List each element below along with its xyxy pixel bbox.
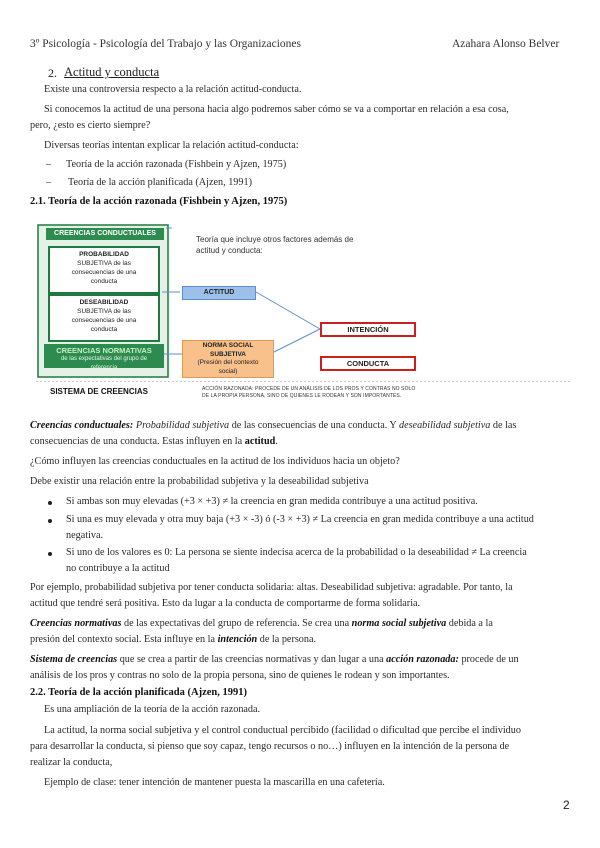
cn-text-a: de las expectativas del grupo de referencia. Se crea una (121, 618, 352, 629)
norma-line-2: SUBJETIVA (210, 350, 246, 358)
sc-text-c: procede de un (458, 654, 519, 665)
norma-line-1: NORMA SOCIAL (202, 342, 254, 349)
planned-action-intro: Es una ampliación de la teoría de la acción razonada. (44, 704, 261, 715)
section-number: 2. (48, 66, 57, 80)
theory-note-line-1: Teoría que incluye otros factores además de (196, 235, 354, 244)
section-2-2-heading: 2.2. Teoría de la acción planificada (Ajzen, 1991) (30, 687, 247, 698)
theory-item-2: Teoría de la acción planificada (Ajzen, 1991) (68, 177, 252, 188)
bullet-1: Si ambas son muy elevadas (+3 × +3) ≠ la creencia en gran medida contribuye a una actitud positiva. (66, 496, 478, 507)
bullet-dot (48, 519, 52, 523)
paragraph-1-line-1: Si conocemos la actitud de una persona hacia algo podremos saber cómo se va a comportar en relación a esa cosa, (44, 104, 509, 115)
cc-l2-period: . (275, 436, 278, 447)
theory-note (196, 234, 353, 256)
paragraph-1-line-2: pero, ¿esto es cierto siempre? (30, 120, 151, 131)
creencias-conductuales-paragraph (30, 418, 575, 434)
term-creencias-normativas: Creencias normativas (30, 618, 122, 629)
question-1: ¿Cómo influyen las creencias conductuales en la actitud de los individuos hacia un objeto? (30, 456, 400, 467)
example-line-1: Por ejemplo, probabilidad subjetiva por tener conducta solidaria: altas. Deseabilidad subjetiva: agradable. Por tanto, la (30, 582, 513, 593)
creencias-normativas-box (44, 344, 164, 371)
dash-marker: – (46, 159, 52, 170)
paragraph-2: Diversas teorías intentan explicar la relación actitud-conducta: (44, 140, 299, 151)
term-creencias-conductuales: Creencias conductuales: (30, 420, 134, 431)
bullet-dot (48, 552, 52, 556)
creencias-normativas-line-2 (30, 632, 316, 648)
intro-text: Existe una controversia respecto a la relación actitud-conducta. (44, 84, 302, 95)
dash-marker: – (46, 177, 52, 188)
bullet-2-line-2: negativa. (66, 530, 104, 541)
term-probabilidad: Probabilidad subjetiva (133, 420, 230, 431)
example-line-2: actitud que tendré será positiva. Esto da lugar a la conducta de comportarme de forma solidaria. (30, 598, 421, 609)
header-author: Azahara Alonso Belver (452, 38, 560, 50)
planned-action-line-1: La actitud, la norma social subjetiva y el control conductual percibido (facilidad o dificultad que percibe el individuo (44, 725, 521, 736)
des-line-4: conducta (90, 326, 118, 333)
sistema-creencias-line-2: análisis de los pros y contras no solo de la propia persona, sino de quienes le rodean y son importantes. (30, 670, 450, 681)
bullet-2-line-1: Si una es muy elevada y otra muy baja (+3 × -3) ó (-3 × +3) ≠ La creencia en gran medida contribuye a una actitud (66, 514, 534, 525)
accion-line-1: ACCIÓN RAZONADA: PROCEDE DE UN ANÁLISIS DE LOS PROS Y CONTRAS NO SOLO (202, 386, 416, 392)
theory-diagram (36, 222, 572, 399)
theory-note-line-2: actitud y conducta: (196, 246, 263, 255)
prob-line-3: consecuencias de una (71, 269, 137, 276)
norma-line-4: social) (218, 367, 238, 375)
term-actitud: actitud (244, 436, 276, 447)
sc-text-a: que se crea a partir de las creencias normativas y dan lugar a una (117, 654, 387, 665)
cc-l2-text: consecuencias de una conducta. Estas influyen en la (30, 436, 245, 447)
bullet-3-line-2: no contribuye a la actitud (66, 563, 170, 574)
norma-line-3: (Presión del contexto (197, 359, 259, 366)
creencias-conductuales-label: CREENCIAS CONDUCTUALES (46, 228, 164, 240)
deseabilidad-box (48, 294, 160, 342)
creencias-normativas-paragraph (30, 616, 493, 632)
page-number: 2 (563, 798, 570, 812)
des-line-2: SUBJETIVA de las (77, 308, 131, 315)
des-line-1: DESEABILIDAD (79, 299, 129, 306)
section-title: Actitud y conducta (64, 65, 160, 79)
cc-text-b: de las consecuencias de una conducta. Y (229, 420, 399, 431)
des-line-3: consecuencias de una (71, 317, 137, 324)
planned-action-line-2: para desarrollar la conducta, si pienso que soy capaz, tengo recursos o no…) influyen en la intención de la persona de (30, 741, 510, 752)
intencion-box: INTENCIÓN (320, 322, 416, 337)
cn-l2-end: de la persona. (257, 634, 317, 645)
section-2-1-heading: 2.1. Teoría de la acción razonada (Fishbein y Ajzen, 1975) (30, 196, 288, 207)
term-intencion: intención (217, 634, 258, 645)
bullet-3-line-1: Si uno de los valores es 0: La persona se siente indecisa acerca de la probabilidad o la deseabilidad ≠ La creencia (66, 547, 527, 558)
accion-line-2: DE LA PROPIA PERSONA, SINO DE QUIENES LE RODEAN Y SON IMPORTANTES. (202, 392, 402, 399)
sistema-creencias-paragraph (30, 652, 519, 668)
norma-social-box (182, 340, 274, 378)
norm-line-1: de las expectativas del grupo de (60, 356, 148, 362)
planned-action-line-3: realizar la conducta, (30, 757, 113, 768)
prob-line-1: PROBABILIDAD (79, 251, 129, 258)
term-accion-razonada: acción razonada: (386, 654, 459, 665)
cn-l2-text: presión del contexto social. Esta influye en la (30, 634, 218, 645)
theory-item-1: Teoría de la acción razonada (Fishbein y Ajzen, 1975) (66, 159, 287, 170)
header-course: 3º Psicología - Psicología del Trabajo y las Organizaciones (30, 38, 302, 50)
sistema-creencias-label: SISTEMA DE CREENCIAS (50, 387, 148, 396)
prob-line-2: SUBJETIVA de las (77, 260, 131, 267)
conducta-box: CONDUCTA (320, 356, 416, 371)
creencias-normativas-label: CREENCIAS NORMATIVAS (56, 346, 152, 355)
term-norma-social: norma social subjetiva (351, 618, 447, 629)
accion-razonada-note (202, 386, 415, 399)
actitud-box: ACTITUD (182, 286, 256, 300)
creencias-conductuales-line-2 (30, 434, 278, 450)
norm-line-2: referencia (90, 365, 118, 371)
question-2: Debe existir una relación entre la probabilidad subjetiva y la deseabilidad subjetiva (30, 476, 369, 487)
term-sistema-creencias: Sistema de creencias (30, 654, 118, 665)
term-deseabilidad: deseabilidad subjetiva (398, 420, 491, 431)
cn-text-c: debida a la (446, 618, 493, 629)
probabilidad-box (48, 246, 160, 294)
class-example: Ejemplo de clase: tener intención de mantener puesta la mascarilla en una cafetería. (44, 777, 385, 788)
prob-line-4: conducta (90, 278, 118, 285)
bullet-dot (48, 501, 52, 505)
cc-text-d: de las (490, 420, 517, 431)
